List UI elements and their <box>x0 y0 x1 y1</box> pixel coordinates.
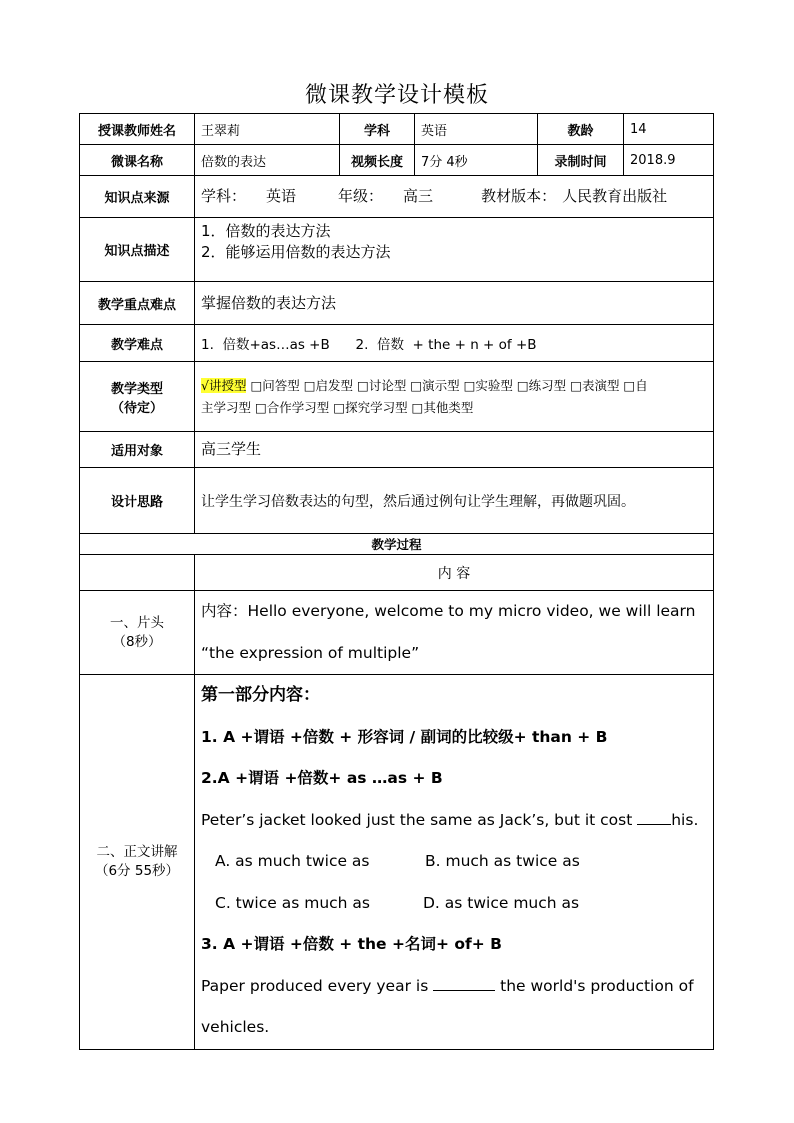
row-intro <box>80 591 714 675</box>
intro-line-2: “the expression of multiple” <box>201 643 420 662</box>
row-main <box>80 675 714 1050</box>
intro-label-2: （8秒） <box>112 633 162 650</box>
main-label-1: 二、正文讲解 <box>96 843 178 860</box>
audience-label: 适用对象 <box>80 432 195 468</box>
option-d: D. as twice much as <box>423 893 580 912</box>
options-cd <box>201 883 707 925</box>
row-design <box>80 468 714 534</box>
example-1-text-b: his. <box>671 810 699 829</box>
source-edition-val: 人民教育出版社 <box>562 187 668 205</box>
length-label: 视频长度 <box>340 145 415 176</box>
main-label <box>80 675 195 1050</box>
teacher-value: 王翠莉 <box>195 114 340 145</box>
option-a: A. as much twice as <box>215 852 370 870</box>
example-1-blank <box>637 823 671 825</box>
intro-label-1: 一、片头 <box>110 614 164 631</box>
length-value: 7分 4秒 <box>415 145 538 176</box>
type-label-1: 教学类型 <box>110 381 163 397</box>
example-1 <box>201 800 707 842</box>
desc-line-1: 1．倍数的表达方法 <box>201 222 331 240</box>
row-course <box>80 145 714 176</box>
option-c: C. twice as much as <box>215 893 370 912</box>
source-edition-key: 教材版本： <box>481 187 557 205</box>
key-value: 掌握倍数的表达方法 <box>195 282 714 325</box>
years-label: 教龄 <box>538 114 624 145</box>
process-header: 教学过程 <box>80 534 714 555</box>
content-header: 内 容 <box>195 555 714 591</box>
desc-value <box>195 218 714 282</box>
design-table <box>79 113 714 1050</box>
course-name-value: 倍数的表达 <box>195 145 340 176</box>
years-value: 14 <box>624 114 714 145</box>
page-title: 微课教学设计模板 <box>304 83 489 108</box>
row-key-points <box>80 282 714 325</box>
intro-label <box>80 591 195 675</box>
row-difficulty <box>80 325 714 362</box>
intro-line-1: 内容：Hello everyone, welcome to my micro video, we will learn <box>201 602 696 620</box>
row-description <box>80 218 714 282</box>
row-type <box>80 362 714 432</box>
type-selected: √讲授型 <box>201 377 247 393</box>
example-2 <box>201 966 707 1008</box>
rule-3: 3. A +谓语 +倍数 + the +名词+ of+ B <box>201 935 502 953</box>
type-value <box>195 362 714 432</box>
source-subject-key: 学科： <box>201 187 247 205</box>
course-name-label: 微课名称 <box>80 145 195 176</box>
subject-label: 学科 <box>340 114 415 145</box>
option-b: B. much as twice as <box>425 852 580 870</box>
main-content <box>195 675 714 1050</box>
difficulty-label: 教学难点 <box>80 325 195 362</box>
part-title: 第一部分内容： <box>201 685 320 705</box>
row-content-header <box>80 555 714 591</box>
desc-label: 知识点描述 <box>80 218 195 282</box>
type-label-2: （待定） <box>110 400 163 416</box>
example-1-text-a: Peter’s jacket looked just the same as Jack’s, but it cost <box>201 810 638 829</box>
example-2-text-a: Paper produced every year is <box>201 976 434 995</box>
options-ab <box>201 841 707 883</box>
type-options-2: 主学习型 □合作学习型 □探究学习型 □其他类型 <box>201 399 474 415</box>
row-audience <box>80 432 714 468</box>
source-grade-val: 高三 <box>403 187 434 205</box>
row-teacher <box>80 114 714 145</box>
source-value <box>195 176 714 218</box>
subject-value: 英语 <box>415 114 538 145</box>
record-label: 录制时间 <box>538 145 624 176</box>
source-label: 知识点来源 <box>80 176 195 218</box>
source-subject-val: 英语 <box>266 187 297 205</box>
type-label <box>80 362 195 432</box>
type-options-1: □问答型 □启发型 □讨论型 □演示型 □实验型 □练习型 □表演型 □自 <box>246 377 648 393</box>
teacher-label: 授课教师姓名 <box>80 114 195 145</box>
design-label: 设计思路 <box>80 468 195 534</box>
difficulty-value: 1. 倍数+as…as +B 2. 倍数 + the + n + of +B <box>195 325 714 362</box>
audience-value: 高三学生 <box>195 432 714 468</box>
row-process-header <box>80 534 714 555</box>
source-grade-key: 年级： <box>338 187 384 205</box>
record-value: 2018.9 <box>624 145 714 176</box>
key-label: 教学重点难点 <box>80 282 195 325</box>
main-label-2: （6分 55秒） <box>94 862 180 879</box>
row-source <box>80 176 714 218</box>
example-2-text-b: the world's production of <box>495 976 694 995</box>
example-2-line-2: vehicles. <box>201 1018 270 1036</box>
intro-content <box>195 591 714 675</box>
content-header-blank <box>80 555 195 591</box>
rule-1: 1. A +谓语 +倍数 + 形容词 / 副词的比较级+ than + B <box>201 727 608 746</box>
design-value: 让学生学习倍数表达的句型，然后通过例句让学生理解，再做题巩固。 <box>195 468 714 534</box>
example-2-blank <box>433 989 495 991</box>
desc-line-2: 2．能够运用倍数的表达方法 <box>201 243 391 261</box>
rule-2: 2.A +谓语 +倍数+ as …as + B <box>201 769 443 787</box>
